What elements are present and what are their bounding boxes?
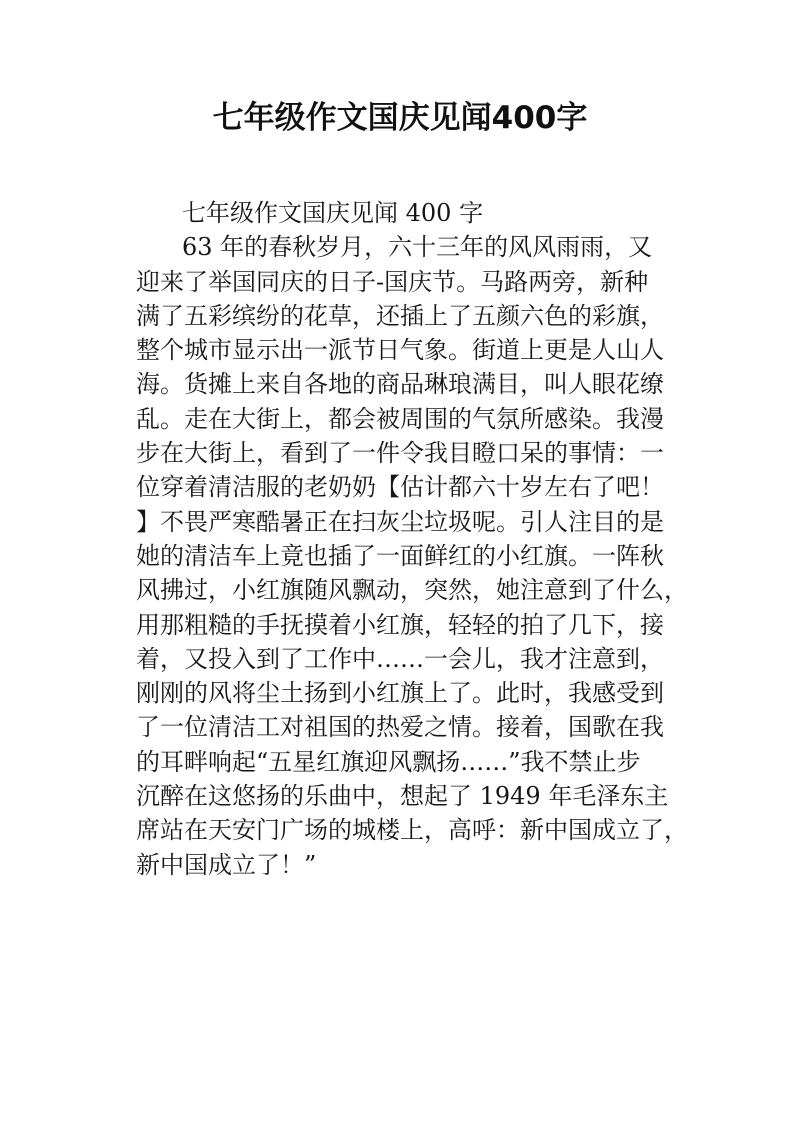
- document-body: [136, 196, 688, 882]
- paragraph-line: 她的清洁车上竟也插了一面鲜红的小红旗。一阵秋: [136, 541, 664, 570]
- paragraph-line: 了一位清洁工对祖国的热爱之情。接着，国歌在我: [136, 713, 664, 742]
- paragraph-line: 沉醉在这悠扬的乐曲中，想起了 1949 年毛泽东主: [136, 782, 669, 811]
- paragraph-line: 刚刚的风将尘土扬到小红旗上了。此时，我感受到: [136, 679, 664, 708]
- paragraph-line: 用那粗糙的手抚摸着小红旗，轻轻的拍了几下，接: [136, 610, 664, 639]
- paragraph-line: 满了五彩缤纷的花草，还插上了五颜六色的彩旗，: [136, 301, 664, 330]
- paragraph-line: 63 年的春秋岁月，六十三年的风风雨雨，又: [182, 233, 653, 262]
- paragraph-line: 的耳畔响起“五星红旗迎风飘扬……”我不禁止步: [136, 747, 641, 776]
- paragraph-line: 】不畏严寒酷暑正在扫灰尘垃圾呢。引人注目的是: [136, 507, 664, 536]
- document-subtitle: 七年级作文国庆见闻 400 字: [182, 199, 484, 227]
- paragraph-line: 新中国成立了！”: [136, 850, 317, 879]
- paragraph-line: 着，又投入到了工作中……一会儿，我才注意到，: [136, 644, 664, 673]
- paragraph-line: 整个城市显示出一派节日气象。街道上更是人山人: [136, 336, 664, 365]
- document-title: 七年级作文国庆见闻400字: [212, 100, 588, 136]
- paragraph-line: 风拂过，小红旗随风飘动，突然，她注意到了什么，: [136, 576, 688, 605]
- paragraph-line: 乱。走在大街上，都会被周围的气氛所感染。我漫: [136, 404, 664, 433]
- paragraph-line: 步在大街上，看到了一件令我目瞪口呆的事情：一: [136, 439, 664, 468]
- paragraph-line: 迎来了举国同庆的日子-国庆节。马路两旁，新种: [136, 267, 649, 296]
- paragraph-line: 席站在天安门广场的城楼上，高呼：新中国成立了，: [136, 816, 688, 845]
- paragraph-line: 位穿着清洁服的老奶奶【估计都六十岁左右了吧！: [136, 473, 664, 502]
- paragraph-line: 海。货摊上来自各地的商品琳琅满目，叫人眼花缭: [136, 370, 664, 399]
